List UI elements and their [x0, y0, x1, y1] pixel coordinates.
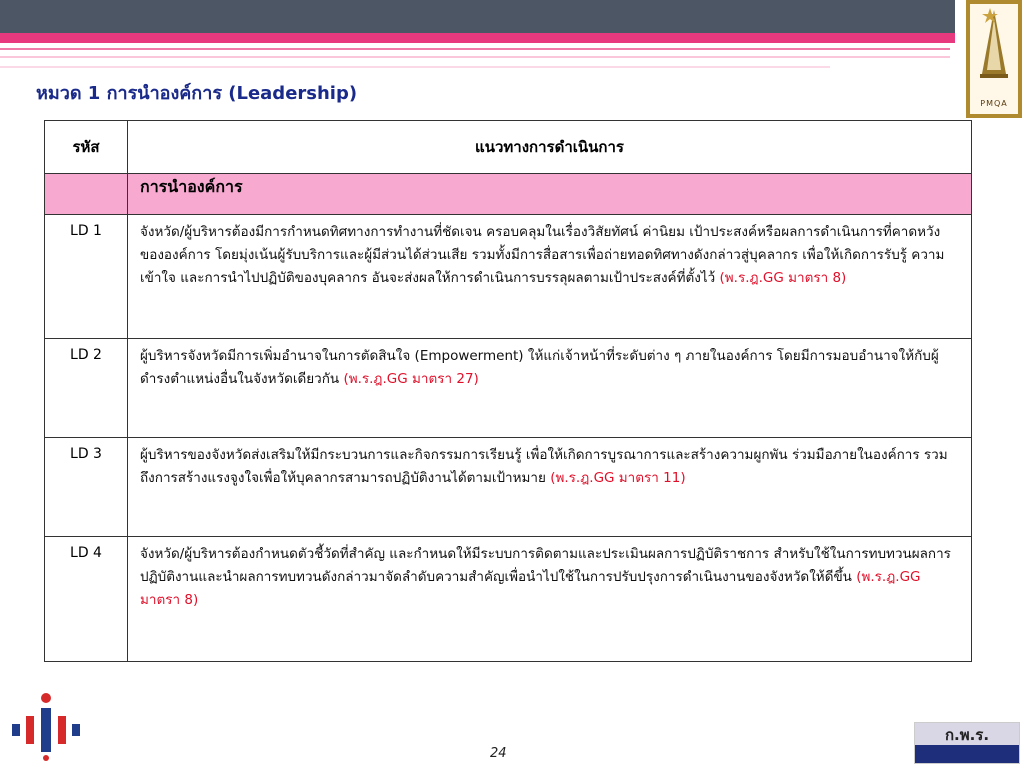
- table-header-row: [45, 121, 972, 174]
- row-text: จังหวัด/ผู้บริหารต้องมีการกำหนดทิศทางการทำงานที่ชัดเจน ครอบคลุมในเรื่องวิสัยทัศน์ ค่านิยม เป้าประสงค์หรือผลการดำเนินการที่คาดหวังขององค์การ โดยมุ่งเน้นผู้รับบริการและผู้มีส่วนได้ส่วนเสีย รวมทั้งมีการสื่อสารเพื่อถ่ายทอดทิศทางดังกล่าวสู่บุคลากร เพื่อให้เกิดการรับรู้ ความเข้าใจ และการนำไปปฏิบัติของบุคลากร อันจะส่งผลให้การดำเนินการบรรลุผลตามเป้าประสงค์ที่ตั้งไว้: [140, 224, 945, 286]
- row-text: ผู้บริหารของจังหวัดส่งเสริมให้มีกระบวนการและกิจกรรมการเรียนรู้ เพื่อให้เกิดการบูรณาการและสร้างความผูกพัน ร่วมมือภายในองค์การ รวมถึงการสร้างแรงจูงใจเพื่อให้บุคลากรสามารถปฏิบัติงานได้ตามเป้าหมาย: [140, 447, 948, 486]
- pmqa-emblem-icon: [970, 4, 1018, 94]
- header-accent-band: [0, 33, 955, 43]
- row-reference: (พ.ร.ฎ.GG มาตรา 11): [550, 470, 686, 486]
- row-reference: (พ.ร.ฎ.GG มาตรา 8): [719, 270, 847, 286]
- figure-logo-icon: [4, 690, 88, 762]
- opdc-logo: [914, 722, 1020, 764]
- top-header-bar: [0, 0, 955, 33]
- header-divider-line: [0, 56, 950, 58]
- ministry-logo: [4, 690, 88, 762]
- opdc-logo-strip: [915, 745, 1019, 763]
- column-header-code: รหัส: [45, 121, 128, 174]
- row-code: LD 3: [45, 438, 128, 537]
- table-row: [45, 339, 972, 438]
- row-description: [128, 215, 972, 339]
- row-description: [128, 339, 972, 438]
- page-number: 24: [490, 746, 507, 761]
- row-code: LD 1: [45, 215, 128, 339]
- column-header-guideline: แนวทางการดำเนินการ: [128, 121, 972, 174]
- row-reference: (พ.ร.ฎ.GG มาตรา 27): [343, 371, 479, 387]
- section-row: [45, 174, 972, 215]
- table-row: [45, 215, 972, 339]
- row-code: LD 4: [45, 537, 128, 662]
- opdc-logo-text: ก.พ.ร.: [915, 723, 1019, 745]
- header-divider-line: [0, 48, 950, 50]
- row-text: ผู้บริหารจังหวัดมีการเพิ่มอำนาจในการตัดสินใจ (Empowerment) ให้แก่เจ้าหน้าที่ระดับต่าง ๆ ภายในองค์การ โดยมีการมอบอำนาจให้กับผู้ดำรงตำแหน่งอื่นในจังหวัดเดียวกัน: [140, 348, 939, 387]
- row-description: [128, 438, 972, 537]
- row-description: [128, 537, 972, 662]
- table-row: [45, 438, 972, 537]
- section-code-cell: [45, 174, 128, 215]
- section-title: การนำองค์การ: [128, 174, 972, 215]
- header-divider-line: [0, 66, 830, 68]
- logo-label: PMQA: [980, 99, 1008, 108]
- page-title: หมวด 1 การนำองค์การ (Leadership): [36, 83, 358, 104]
- pmqa-logo: [966, 0, 1022, 118]
- table-row: [45, 537, 972, 662]
- guideline-table: [44, 120, 972, 662]
- row-reference: (พ.ร.ฎ.GG มาตรา 8): [140, 569, 921, 608]
- row-code: LD 2: [45, 339, 128, 438]
- row-text: จังหวัด/ผู้บริหารต้องกำหนดตัวชี้วัดที่สำคัญ และกำหนดให้มีระบบการติดตามและประเมินผลการปฏิบัติราชการ สำหรับใช้ในการทบทวนผลการปฏิบัติงานและนำผลการทบทวนดังกล่าวมาจัดลำดับความสำคัญเพื่อนำไปใช้ในการปรับปรุงการดำเนินงานของจังหวัดให้ดีขึ้น: [140, 546, 951, 585]
